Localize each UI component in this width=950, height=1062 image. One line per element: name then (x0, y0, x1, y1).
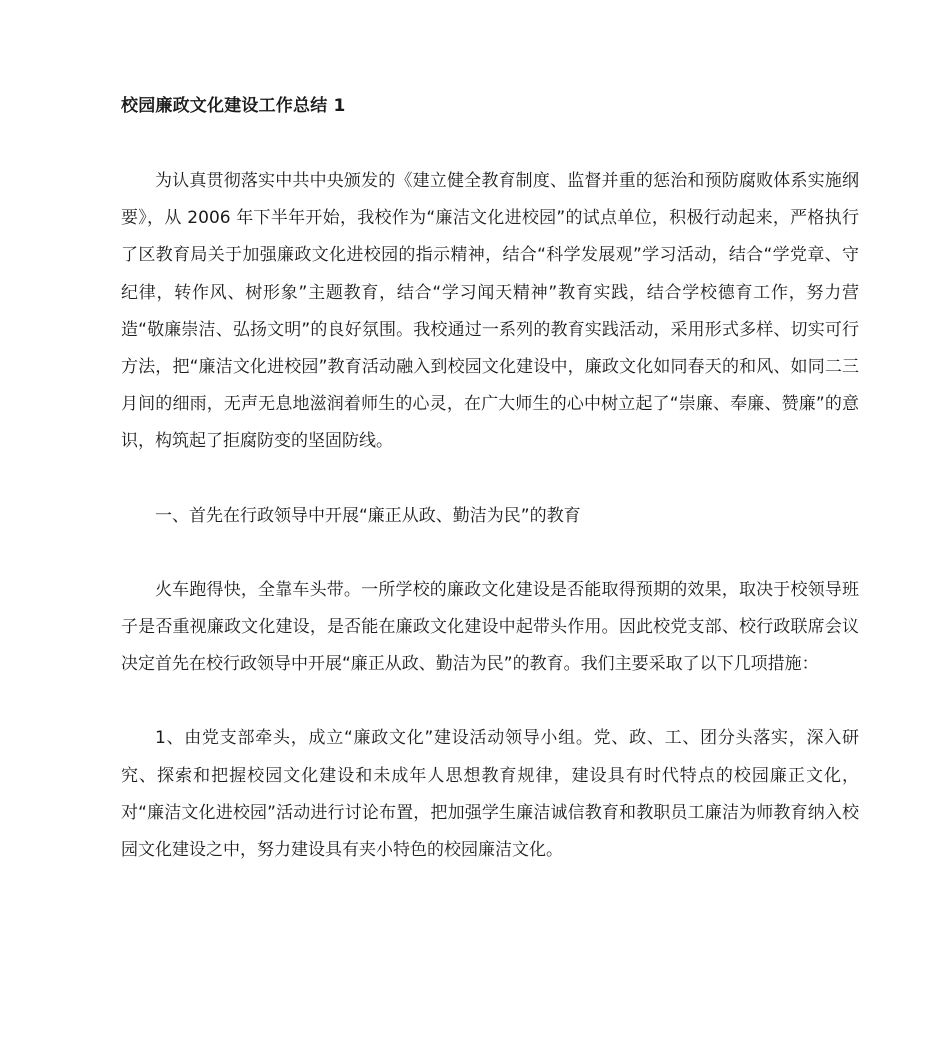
document-title: 校园廉政文化建设工作总结 1 (121, 96, 346, 116)
document-page (121, 93, 859, 869)
paragraph-spacer (121, 461, 859, 498)
paragraph-spacer (121, 683, 859, 720)
section-heading-1: 一、首先在行政领导中开展“廉正从政、勤洁为民”的教育 (155, 505, 581, 526)
paragraph-spacer (121, 535, 859, 572)
measure-1-paragraph: 1、由党支部牵头，成立“廉政文化”建设活动领导小组。党、政、工、团分头落实，深入研究、探索和把握校园文化建设和未成年人思想教育规律，建设具有时代特点的校园廉正文化，对“廉洁文化进校园”活动进行讨论布置，把加强学生廉洁诚信教育和教职员工廉洁为师教育纳入校园文化建设之中，努力建设具有夹小特色的校园廉洁文化。 (121, 728, 859, 861)
intro-paragraph: 为认真贯彻落实中共中央颁发的《建立健全教育制度、监督并重的惩治和预防腐败体系实施纲要》，从 2006 年下半年开始，我校作为“廉洁文化进校园”的试点单位，积极行动起来，严格执行了区教育局关于加强廉政文化进校园的指示精神，结合“科学发展观”学习活动，结合“学党章、守纪律，转作风、树形象”主题教育，结合“学习闻天精神”教育实践，结合学校德育工作，努力营造“敬廉崇洁、弘扬文明”的良好氛围。我校通过一系列的教育实践活动，采用形式多样、切实可行方法，把“廉洁文化进校园”教育活动融入到校园文化建设中，廉政文化如同春天的和风、如同二三月间的细雨，无声无息地滋润着师生的心灵，在广大师生的心中树立起了“崇廉、奉廉、赞廉”的意识，构筑起了拒腐防变的坚固防线。 (121, 171, 859, 452)
section-1-paragraph: 火车跑得快，全靠车头带。一所学校的廉政文化建设是否能取得预期的效果，取决于校领导班子是否重视廉政文化建设，是否能在廉政文化建设中起带头作用。因此校党支部、校行政联席会议决定首先在校行政领导中开展“廉正从政、勤洁为民”的教育。我们主要采取了以下几项措施： (121, 579, 859, 675)
